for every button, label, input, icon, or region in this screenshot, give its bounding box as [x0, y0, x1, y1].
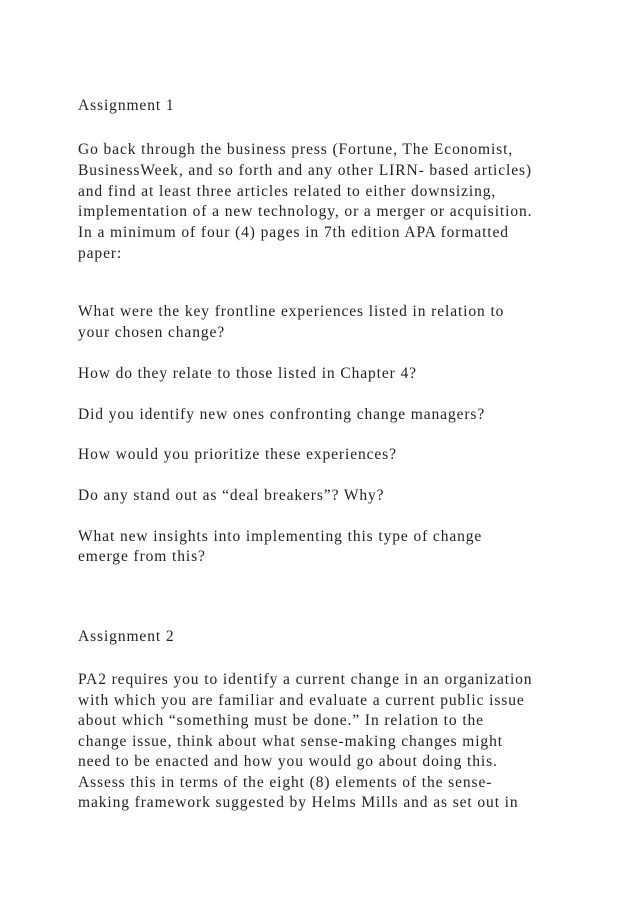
text-line: and find at least three articles related to either downsizing,: [78, 183, 497, 200]
question-line: What were the key frontline experiences listed in relation to: [78, 303, 505, 320]
text-line: PA2 requires you to identify a current change in an organization: [78, 671, 533, 688]
question-line: Do any stand out as “deal breakers”? Why?: [78, 487, 385, 504]
question-line: What new insights into implementing this type of change: [78, 528, 483, 545]
text-line: BusinessWeek, and so forth and any other LIRN- based articles): [78, 162, 532, 179]
text-line: Assess this in terms of the eight (8) elements of the sense-: [78, 774, 493, 791]
question-line: your chosen change?: [78, 324, 226, 341]
text-line: making framework suggested by Helms Mills and as set out in: [78, 794, 519, 811]
text-line: with which you are familiar and evaluate a current public issue: [78, 692, 525, 709]
question-line: How would you prioritize these experiences?: [78, 446, 397, 463]
text-line: paper:: [78, 245, 123, 262]
text-line: about which “something must be done.” In relation to the: [78, 712, 484, 729]
text-line: In a minimum of four (4) pages in 7th edition APA formatted: [78, 224, 509, 241]
text-line: need to be enacted and how you would go about doing this.: [78, 753, 498, 770]
assignment-2-heading: Assignment 2: [78, 628, 175, 645]
question-line: Did you identify new ones confronting change managers?: [78, 406, 486, 423]
text-line: Go back through the business press (Fortune, The Economist,: [78, 141, 514, 158]
text-line: implementation of a new technology, or a merger or acquisition.: [78, 203, 533, 220]
question-line: How do they relate to those listed in Chapter 4?: [78, 365, 417, 382]
assignment-1-heading: Assignment 1: [78, 97, 175, 114]
text-line: change issue, think about what sense-making changes might: [78, 733, 503, 750]
question-line: emerge from this?: [78, 548, 206, 565]
